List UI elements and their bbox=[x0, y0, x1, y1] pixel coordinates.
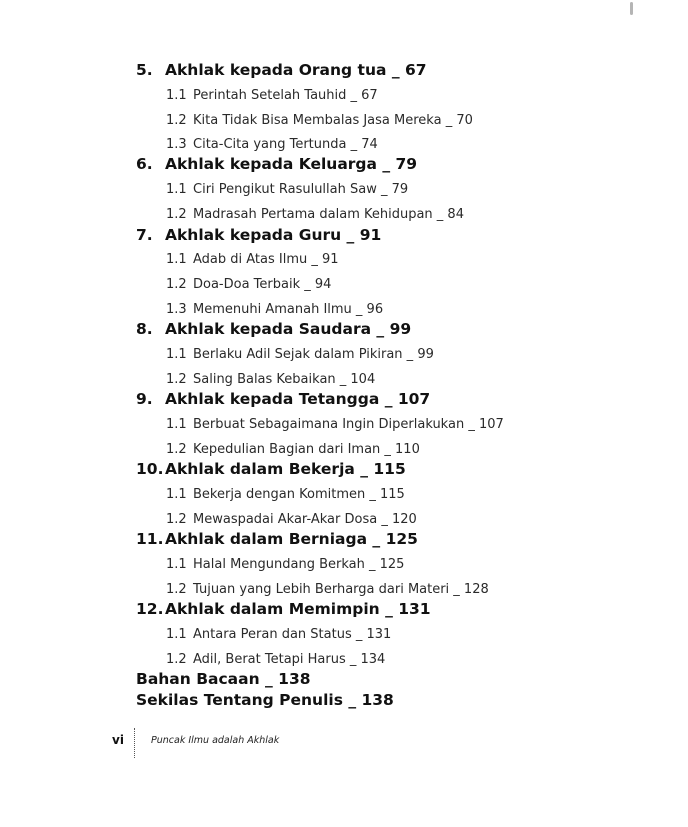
toc-chapter-10 bbox=[136, 460, 406, 478]
chapter-title: Akhlak dalam Memimpin _ 131 bbox=[165, 600, 431, 618]
chapter-title: Akhlak dalam Berniaga _ 125 bbox=[165, 530, 418, 548]
subentry-title: Berlaku Adil Sejak dalam Pikiran _ 99 bbox=[193, 347, 434, 362]
toc-chapter-7 bbox=[136, 226, 381, 244]
running-title: Puncak Ilmu adalah Akhlak bbox=[151, 735, 280, 746]
toc-subentry bbox=[166, 252, 339, 267]
toc-subentry bbox=[166, 487, 405, 502]
subentry-title: Mewaspadai Akar-Akar Dosa _ 120 bbox=[193, 512, 417, 527]
page-number: vi bbox=[112, 733, 124, 747]
subentry-title: Antara Peran dan Status _ 131 bbox=[193, 627, 392, 642]
toc-chapter-9 bbox=[136, 390, 430, 408]
toc-chapter-12 bbox=[136, 600, 431, 618]
chapter-title: Akhlak kepada Tetangga _ 107 bbox=[165, 390, 431, 408]
subentry-number: 1.2 bbox=[166, 442, 187, 457]
subentry-number: 1.2 bbox=[166, 652, 187, 667]
toc-subentry bbox=[166, 302, 383, 317]
chapter-title: Akhlak kepada Orang tua _ 67 bbox=[165, 61, 427, 79]
chapter-title: Akhlak kepada Guru _ 91 bbox=[165, 226, 382, 244]
subentry-title: Memenuhi Amanah Ilmu _ 96 bbox=[193, 302, 384, 317]
page-edge-mark bbox=[630, 2, 633, 15]
subentry-title: Adil, Berat Tetapi Harus _ 134 bbox=[193, 652, 386, 667]
subentry-number: 1.1 bbox=[166, 252, 187, 267]
toc-subentry bbox=[166, 347, 434, 362]
toc-subentry bbox=[166, 557, 404, 572]
subentry-number: 1.2 bbox=[166, 372, 187, 387]
page-footer bbox=[0, 733, 688, 763]
toc-subentry bbox=[166, 372, 375, 387]
toc-subentry bbox=[166, 88, 378, 103]
toc-subentry bbox=[166, 182, 408, 197]
toc-subentry bbox=[166, 417, 504, 432]
subentry-number: 1.1 bbox=[166, 417, 187, 432]
toc-subentry bbox=[166, 582, 489, 597]
subentry-title: Ciri Pengikut Rasulullah Saw _ 79 bbox=[193, 182, 409, 197]
subentry-title: Adab di Atas Ilmu _ 91 bbox=[193, 252, 339, 267]
chapter-title: Akhlak kepada Saudara _ 99 bbox=[165, 320, 412, 338]
toc-subentry bbox=[166, 442, 420, 457]
toc-subentry bbox=[166, 627, 391, 642]
toc-subentry bbox=[166, 113, 473, 128]
toc-subentry bbox=[166, 137, 378, 152]
subentry-title: Bekerja dengan Komitmen _ 115 bbox=[193, 487, 405, 502]
chapter-number: 11. bbox=[136, 530, 164, 548]
toc-subentry bbox=[166, 207, 464, 222]
subentry-number: 1.3 bbox=[166, 137, 187, 152]
subentry-title: Kita Tidak Bisa Membalas Jasa Mereka _ 70 bbox=[193, 113, 473, 128]
subentry-number: 1.1 bbox=[166, 627, 187, 642]
chapter-title: Akhlak dalam Bekerja _ 115 bbox=[165, 460, 406, 478]
subentry-number: 1.2 bbox=[166, 113, 187, 128]
subentry-number: 1.1 bbox=[166, 88, 187, 103]
toc-subentry bbox=[166, 652, 385, 667]
chapter-number: 7. bbox=[136, 226, 153, 244]
subentry-title: Cita-Cita yang Tertunda _ 74 bbox=[193, 137, 378, 152]
chapter-number: 10. bbox=[136, 460, 164, 478]
subentry-number: 1.1 bbox=[166, 347, 187, 362]
subentry-number: 1.2 bbox=[166, 582, 187, 597]
toc-chapter-5 bbox=[136, 61, 427, 79]
chapter-number: 9. bbox=[136, 390, 153, 408]
subentry-title: Berbuat Sebagaimana Ingin Diperlakukan _ 107 bbox=[193, 417, 504, 432]
toc-chapter-8 bbox=[136, 320, 411, 338]
toc-chapter-6 bbox=[136, 155, 417, 173]
subentry-number: 1.1 bbox=[166, 487, 187, 502]
chapter-number: 12. bbox=[136, 600, 164, 618]
footer-divider bbox=[134, 728, 135, 758]
subentry-title: Madrasah Pertama dalam Kehidupan _ 84 bbox=[193, 207, 464, 222]
subentry-number: 1.2 bbox=[166, 207, 187, 222]
toc-subentry bbox=[166, 512, 417, 527]
subentry-title: Halal Mengundang Berkah _ 125 bbox=[193, 557, 405, 572]
subentry-number: 1.1 bbox=[166, 557, 187, 572]
chapter-number: 5. bbox=[136, 61, 153, 79]
toc-bahan-bacaan: Bahan Bacaan _ 138 bbox=[136, 670, 311, 688]
subentry-title: Perintah Setelah Tauhid _ 67 bbox=[193, 88, 378, 103]
subentry-title: Kepedulian Bagian dari Iman _ 110 bbox=[193, 442, 420, 457]
subentry-title: Saling Balas Kebaikan _ 104 bbox=[193, 372, 376, 387]
toc-chapter-11 bbox=[136, 530, 418, 548]
subentry-number: 1.1 bbox=[166, 182, 187, 197]
chapter-number: 6. bbox=[136, 155, 153, 173]
chapter-number: 8. bbox=[136, 320, 153, 338]
subentry-title: Tujuan yang Lebih Berharga dari Materi _ 128 bbox=[193, 582, 489, 597]
toc-sekilas-tentang-penulis: Sekilas Tentang Penulis _ 138 bbox=[136, 691, 394, 709]
toc-subentry bbox=[166, 277, 331, 292]
subentry-number: 1.2 bbox=[166, 512, 187, 527]
subentry-number: 1.2 bbox=[166, 277, 187, 292]
subentry-title: Doa-Doa Terbaik _ 94 bbox=[193, 277, 332, 292]
subentry-number: 1.3 bbox=[166, 302, 187, 317]
chapter-title: Akhlak kepada Keluarga _ 79 bbox=[165, 155, 418, 173]
